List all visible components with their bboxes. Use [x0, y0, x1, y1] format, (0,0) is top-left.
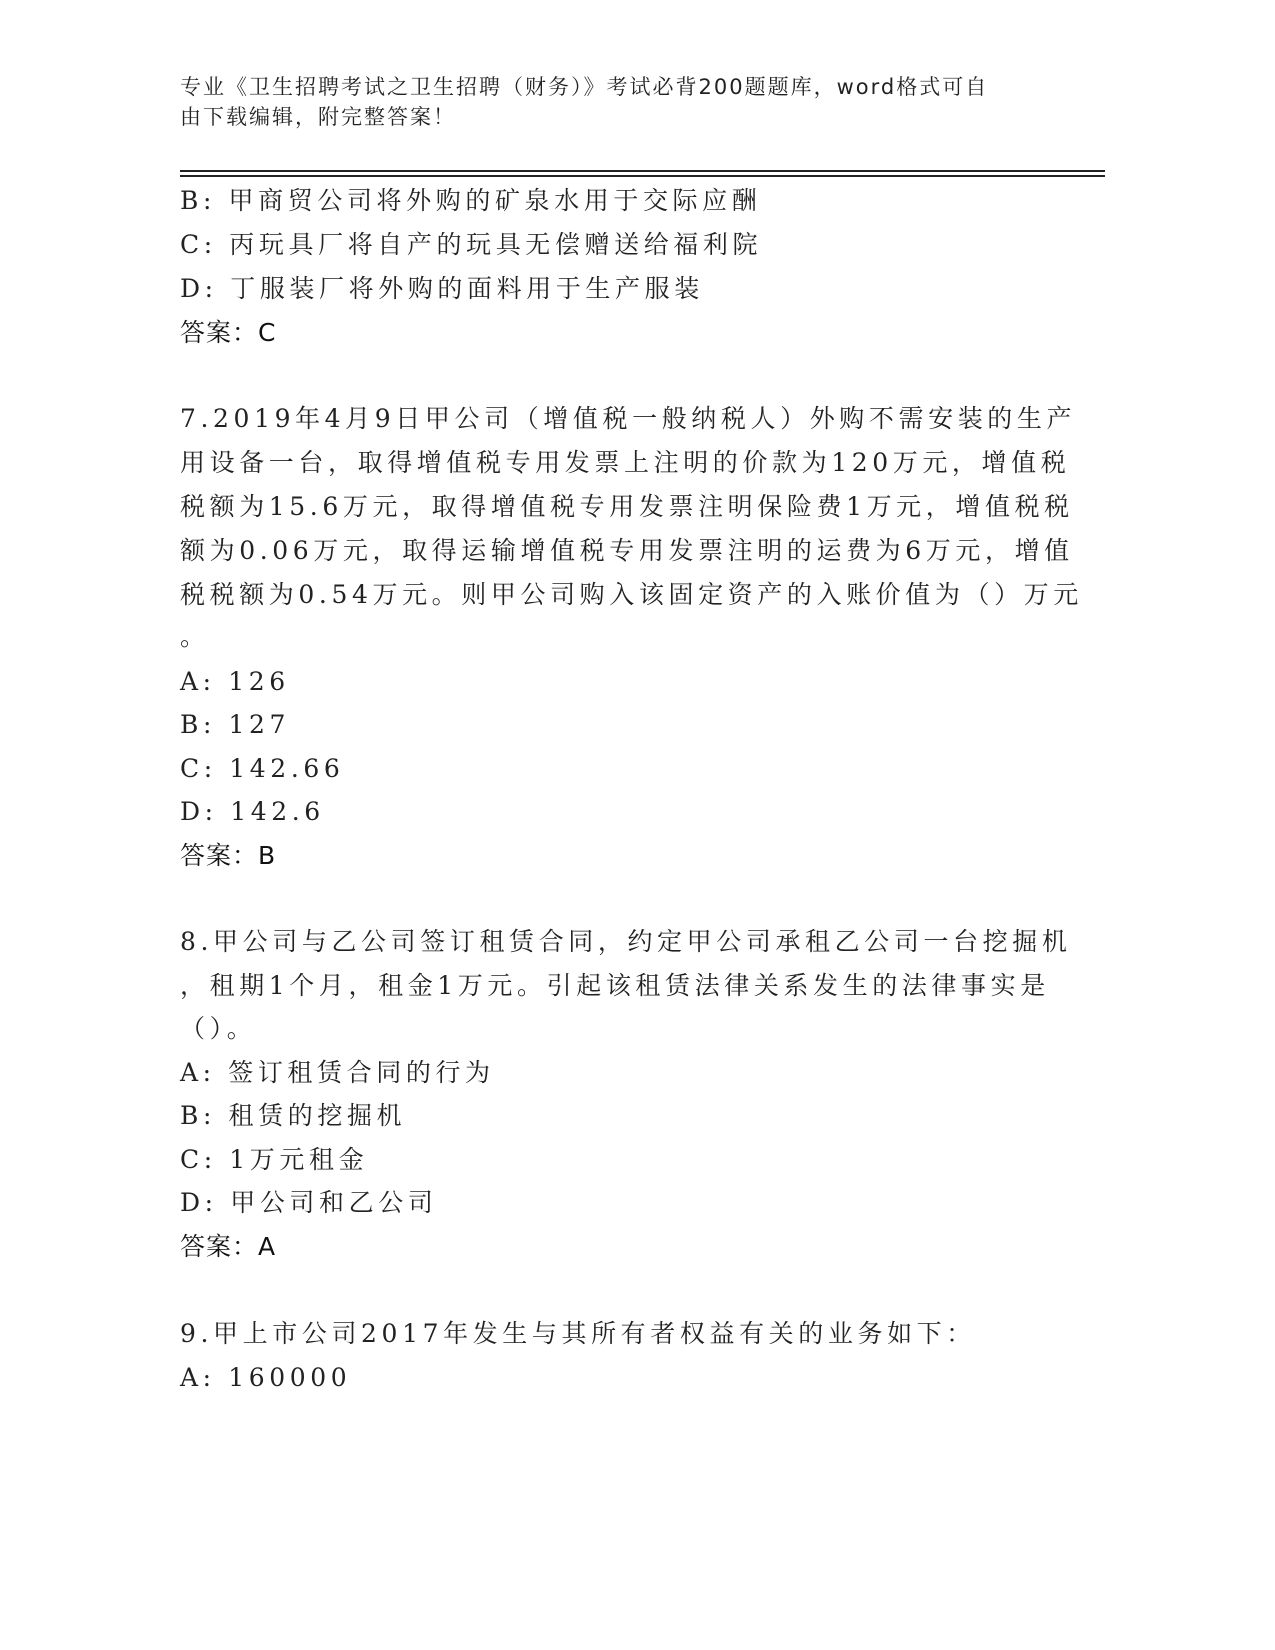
header-line-2: 由下载编辑，附完整答案！	[180, 105, 456, 129]
q7-text-line-3: 税额为15.6万元，取得增值税专用发票注明保险费1万元，增值税税	[180, 492, 1074, 521]
header-rule-bottom	[180, 175, 1105, 177]
q8-text-line-2: ，租期1个月，租金1万元。引起该租赁法律关系发生的法律事实是	[180, 971, 1050, 1000]
q7-text-line-2: 用设备一台，取得增值税专用发票上注明的价款为120万元，增值税	[180, 448, 1071, 477]
q9-option-a: A: 160000	[180, 1363, 352, 1392]
q7-text-line-6: 。	[180, 622, 210, 651]
header-rule-top	[180, 170, 1105, 172]
q7-text-line-4: 额为0.06万元，取得运输增值税专用发票注明的运费为6万元，增值	[180, 536, 1074, 565]
q6-option-d: D: 丁服装厂将外购的面料用于生产服装	[180, 274, 704, 303]
q7-option-c: C: 142.66	[180, 754, 345, 783]
q7-text-line-1: 7.2019年4月9日甲公司（增值税一般纳税人）外购不需安装的生产	[180, 404, 1077, 433]
q8-option-b: B: 租赁的挖掘机	[180, 1101, 407, 1130]
q8-option-c: C: 1万元租金	[180, 1145, 369, 1174]
q8-answer: 答案：A	[180, 1232, 277, 1261]
q7-option-a: A: 126	[180, 667, 290, 696]
q7-answer: 答案：B	[180, 841, 277, 870]
q6-option-c: C: 丙玩具厂将自产的玩具无偿赠送给福利院	[180, 230, 763, 259]
q7-option-d: D: 142.6	[180, 797, 325, 826]
q8-text-line-1: 8.甲公司与乙公司签订租赁合同，约定甲公司承租乙公司一台挖掘机	[180, 927, 1072, 956]
q8-option-d: D: 甲公司和乙公司	[180, 1188, 438, 1217]
q8-option-a: A: 签订租赁合同的行为	[180, 1058, 495, 1087]
q8-text-line-3: （）。	[180, 1014, 257, 1043]
header-line-1: 专业《卫生招聘考试之卫生招聘（财务）》考试必背200题题库，word格式可自	[180, 75, 989, 99]
q6-option-b: B: 甲商贸公司将外购的矿泉水用于交际应酬	[180, 186, 762, 215]
q7-option-b: B: 127	[180, 710, 291, 739]
q9-text-line-1: 9.甲上市公司2017年发生与其所有者权益有关的业务如下：	[180, 1319, 976, 1348]
document-header	[180, 72, 1060, 132]
q6-answer: 答案：C	[180, 318, 277, 347]
q7-text-line-5: 税税额为0.54万元。则甲公司购入该固定资产的入账价值为（）万元	[180, 580, 1083, 609]
